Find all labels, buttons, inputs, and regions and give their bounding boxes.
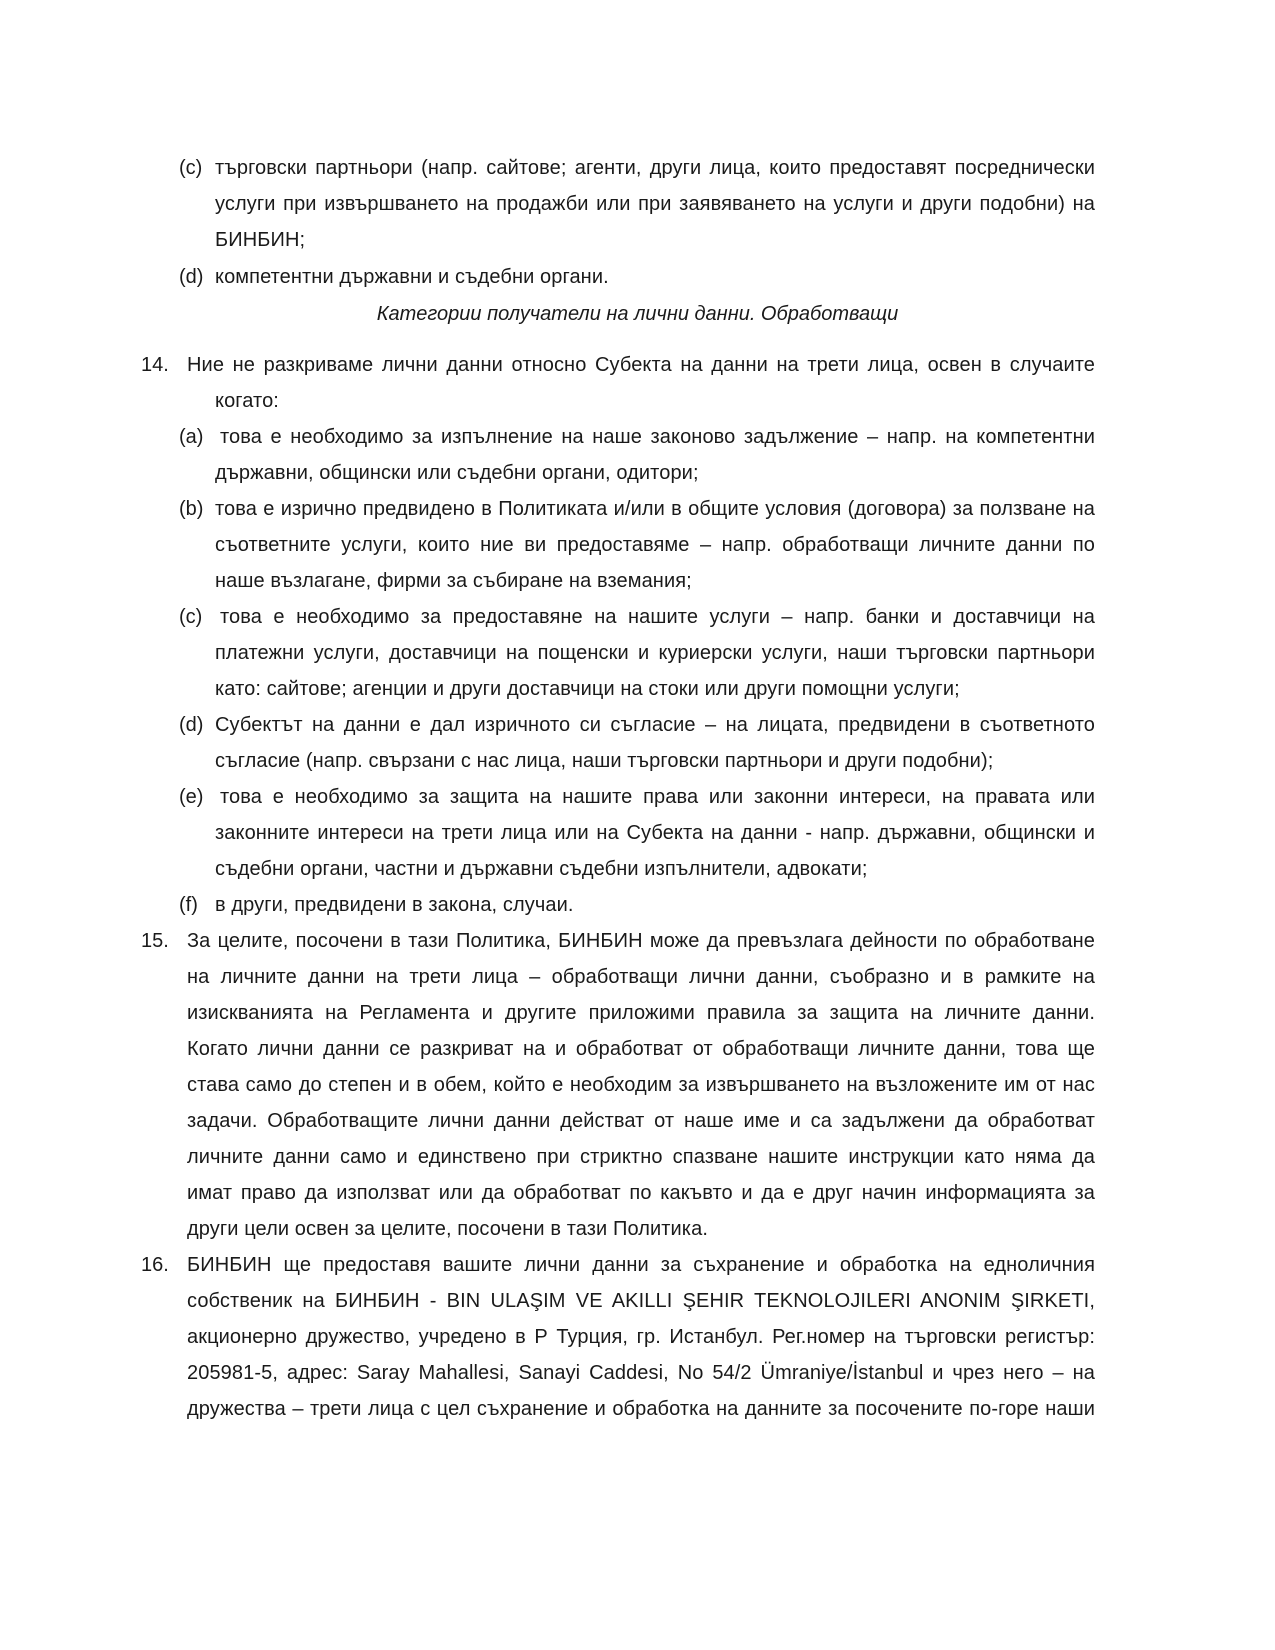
clause-number: 16.	[141, 1254, 169, 1276]
clause-line: става само до степен и в обем, който е необходим за извършването на възложените им от нас	[187, 1074, 1095, 1096]
list-item-line: услуги при извършването на продажби или при заявяването на услуги и други подобни) на	[215, 193, 1095, 215]
list-item-line: законните интереси на трети лица или на Субекта на данни - напр. държавни, общински и	[215, 822, 1095, 844]
clause-line: дружества – трети лица с цел съхранение и обработка на данните за посочените по-горе наши	[187, 1398, 1095, 1420]
list-marker: (b)	[179, 498, 204, 520]
list-marker: (d)	[179, 266, 204, 288]
clause-line: когато:	[215, 390, 279, 412]
list-item-line: съответните услуги, които ние ви предоставяме – напр. обработващи личните данни по	[215, 534, 1095, 556]
clause-number: 14.	[141, 354, 169, 376]
list-item-line: БИНБИН;	[215, 229, 306, 251]
list-item-line: като: сайтове; агенции и други доставчици на стоки или други помощни услуги;	[215, 678, 960, 700]
clause-line: БИНБИН ще предоставя вашите лични данни за съхранение и обработка на едноличния	[187, 1254, 1095, 1276]
list-marker: (c)	[179, 606, 203, 628]
clause-line: други цели освен за целите, посочени в тази Политика.	[187, 1218, 708, 1240]
clause-line: изискванията на Регламента и другите приложими правила за защита на личните данни.	[187, 1002, 1095, 1024]
clause-line: Ние не разкриваме лични данни относно Субекта на данни на трети лица, освен в случаите	[187, 354, 1095, 376]
clause-line: Когато лични данни се разкриват на и обработват от обработващи личните данни, това ще	[187, 1038, 1095, 1060]
list-item-line: това е необходимо за защита на нашите права или законни интереси, на правата или	[220, 786, 1095, 808]
list-marker: (c)	[179, 157, 203, 179]
list-item-line: това е необходимо за предоставяне на нашите услуги – напр. банки и доставчици на	[220, 606, 1095, 628]
clause-line: имат право да използват или да обработват по какъвто и да е друг начин информацията за	[187, 1182, 1095, 1204]
list-item-line: съгласие (напр. свързани с нас лица, наши търговски партньори и други подобни);	[215, 750, 994, 772]
list-item-line: наше възлагане, фирми за събиране на вземания;	[215, 570, 692, 592]
list-item-line: съдебни органи, частни и държавни съдебни изпълнители, адвокати;	[215, 858, 868, 880]
list-item-line: в други, предвидени в закона, случаи.	[215, 894, 574, 916]
list-marker: (e)	[179, 786, 204, 808]
list-item-line: Субектът на данни е дал изричното си съгласие – на лицата, предвидени в съответното	[215, 714, 1095, 736]
list-item-line: това е изрично предвидено в Политиката и/или в общите условия (договора) за ползване на	[215, 498, 1095, 520]
list-item-line: това е необходимо за изпълнение на наше законово задължение – напр. на компетентни	[220, 426, 1095, 448]
list-marker: (f)	[179, 894, 198, 916]
list-item-line: компетентни държавни и съдебни органи.	[215, 266, 609, 288]
section-heading: Категории получатели на лични данни. Обработващи	[376, 303, 899, 325]
list-item-line: платежни услуги, доставчици на пощенски и куриерски услуги, наши търговски партньори	[215, 642, 1095, 664]
clause-line: За целите, посочени в тази Политика, БИНБИН може да превъзлага дейности по обработване	[187, 930, 1095, 952]
clause-line: собственик на БИНБИН - BIN ULAŞIM VE AKILLI ŞEHIR TEKNOLOJILERI ANONIM ŞIRKETI,	[187, 1290, 1095, 1312]
list-item-line: търговски партньори (напр. сайтове; агенти, други лица, които предоставят посреднически	[215, 157, 1095, 179]
clause-line: 205981-5, адрес: Saray Mahallesi, Sanayi Caddesi, No 54/2 Ümraniye/İstanbul и чрез него – на	[187, 1362, 1095, 1384]
list-item-line: държавни, общински или съдебни органи, одитори;	[215, 462, 699, 484]
list-marker: (d)	[179, 714, 204, 736]
clause-line: на личните данни на трети лица – обработващи лични данни, съобразно и в рамките на	[187, 966, 1095, 988]
clause-number: 15.	[141, 930, 169, 952]
clause-line: задачи. Обработващите лични данни действат от наше име и са задължени да обработват	[187, 1110, 1095, 1132]
list-marker: (a)	[179, 426, 204, 448]
clause-line: личните данни само и единствено при стриктно спазване нашите инструкции като няма да	[187, 1146, 1095, 1168]
clause-line: акционерно дружество, учредено в Р Турция, гр. Истанбул. Рег.номер на търговски регистър:	[187, 1326, 1095, 1348]
